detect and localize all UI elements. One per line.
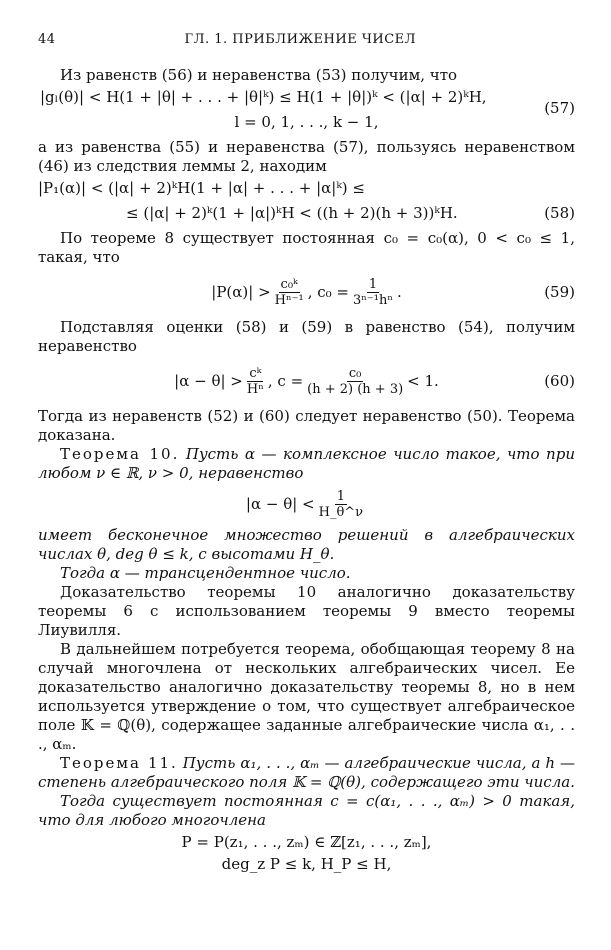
eq60-fraction-1 [245, 366, 266, 397]
theorem-11 [38, 754, 575, 792]
eq59-mid: , c₀ = [307, 283, 349, 301]
eq59-fraction-1 [273, 277, 306, 308]
equation-57-line-2 [38, 99, 575, 132]
paragraph-5: Тогда из неравенств (52) и (60) следует неравенство (50). Теорема доказана. [38, 407, 575, 444]
chapter-title: ГЛ. 1. ПРИБЛИЖЕНИЕ ЧИСЕЛ [184, 32, 417, 47]
theorem-11-heading: Теорема 11. [60, 754, 178, 772]
theorem-10-formula [38, 489, 575, 520]
equation-59-number: (59) [544, 283, 575, 301]
theorem-11-formula-2: deg_z P ≤ k, H_P ≤ H, [221, 855, 392, 873]
paragraph-1: Из равенств (56) и неравенства (53) получим, что [60, 66, 458, 84]
equation-57-line-1: |gₗ(θ)| < H(1 + |θ| + . . . + |θ|ᵏ) ≤ H(1 + |θ|)ᵏ < (|α| + 2)ᵏH, [40, 88, 487, 106]
theorem-10-continuation: имеет бесконечное множество решений в алгебраических числах θ, deg θ ≤ k, с высотами H_θ. [38, 526, 575, 563]
equation-57-number: (57) [544, 99, 575, 117]
theorem-11-formula-1: P = P(z₁, . . ., zₘ) ∈ ℤ[z₁, . . ., zₘ], [181, 833, 432, 851]
eq60-mid: , c = [267, 372, 304, 390]
eq60-num: cᵏ [249, 366, 262, 381]
eq59-end: . [396, 283, 402, 301]
page-number: 44 [38, 32, 56, 47]
eq59-num: c₀ᵏ [280, 277, 298, 292]
eq60-den2: (h + 2) (h + 3) [307, 382, 404, 397]
equation-57-values: l = 0, 1, . . ., k − 1, [234, 113, 379, 131]
theorem-10-formula-lhs: |α − θ| < [245, 495, 315, 513]
equation-60 [38, 366, 575, 397]
theorem-11-statement: Пусть α₁, . . ., αₘ — алгебраические числа, а h — степень алгебраического поля 𝕂 = ℚ(θ), содержащего эти числа. [38, 754, 575, 791]
paragraph-6: Доказательство теоремы 10 аналогично доказательству теоремы 6 с использованием теоремы 9 вместо теоремы Лиувилля. [38, 583, 575, 639]
equation-60-number: (60) [544, 372, 575, 390]
eq59-den: Hⁿ⁻¹ [274, 293, 304, 308]
eq59-den2: 3ⁿ⁻¹hⁿ [352, 293, 393, 308]
equation-58-body: ≤ (|α| + 2)ᵏ(1 + |α|)ᵏH < ((h + 2)(h + 3))ᵏH. [126, 204, 458, 222]
theorem-10-conclusion: Тогда α — трансцендентное число. [60, 564, 351, 582]
equation-58-line-1: |P₁(α)| < (|α| + 2)ᵏH(1 + |α| + . . . + |α|ᵏ) ≤ [38, 179, 365, 197]
eq59-lhs: |P(α)| > [211, 283, 271, 301]
theorem-10-num: 1 [336, 489, 345, 504]
equation-58-number: (58) [544, 204, 575, 222]
theorem-10-fraction [317, 489, 365, 520]
eq60-lhs: |α − θ| > [174, 372, 243, 390]
eq59-fraction-2 [351, 277, 395, 308]
theorem-10-heading: Теорема 10. [60, 445, 180, 463]
paragraph-4: Подставляя оценки (58) и (59) в равенство (54), получим неравенство [38, 318, 575, 355]
eq59-num2: 1 [368, 277, 378, 292]
equation-58-line-2 [38, 204, 575, 223]
equation-59 [38, 277, 575, 308]
eq60-end: < 1. [407, 372, 439, 390]
eq60-fraction-2 [305, 366, 405, 397]
paragraph-7: В дальнейшем потребуется теорема, обобщающая теорему 8 на случай многочлена от нескольких алгебраических чисел. Ее доказательство аналогично доказательству теоремы 8, но в нем используется утверждение о том, что существует алгебраическое поле 𝕂 = ℚ(θ), содержащее заданные алгебраические числа α₁, . . ., αₘ. [38, 640, 575, 753]
theorem-10-den: H_θ^ν [318, 505, 364, 520]
eq60-den: Hⁿ [246, 382, 264, 397]
paragraph-2: а из равенства (55) и неравенства (57), пользуясь неравенством (46) из следствия леммы 2, находим [38, 138, 575, 175]
eq60-num2: c₀ [348, 366, 362, 381]
page-header [38, 30, 575, 49]
theorem-10-statement: Пусть α — комплексное число такое, что при любом ν ∈ ℝ, ν > 0, неравенство [38, 445, 575, 482]
theorem-10 [38, 445, 575, 483]
theorem-11-continuation: Тогда существует постоянная c = c(α₁, . . ., αₘ) > 0 такая, что для любого многочлена [38, 792, 575, 829]
paragraph-3: По теореме 8 существует постоянная c₀ = c₀(α), 0 < c₀ ≤ 1, такая, что [38, 229, 575, 266]
